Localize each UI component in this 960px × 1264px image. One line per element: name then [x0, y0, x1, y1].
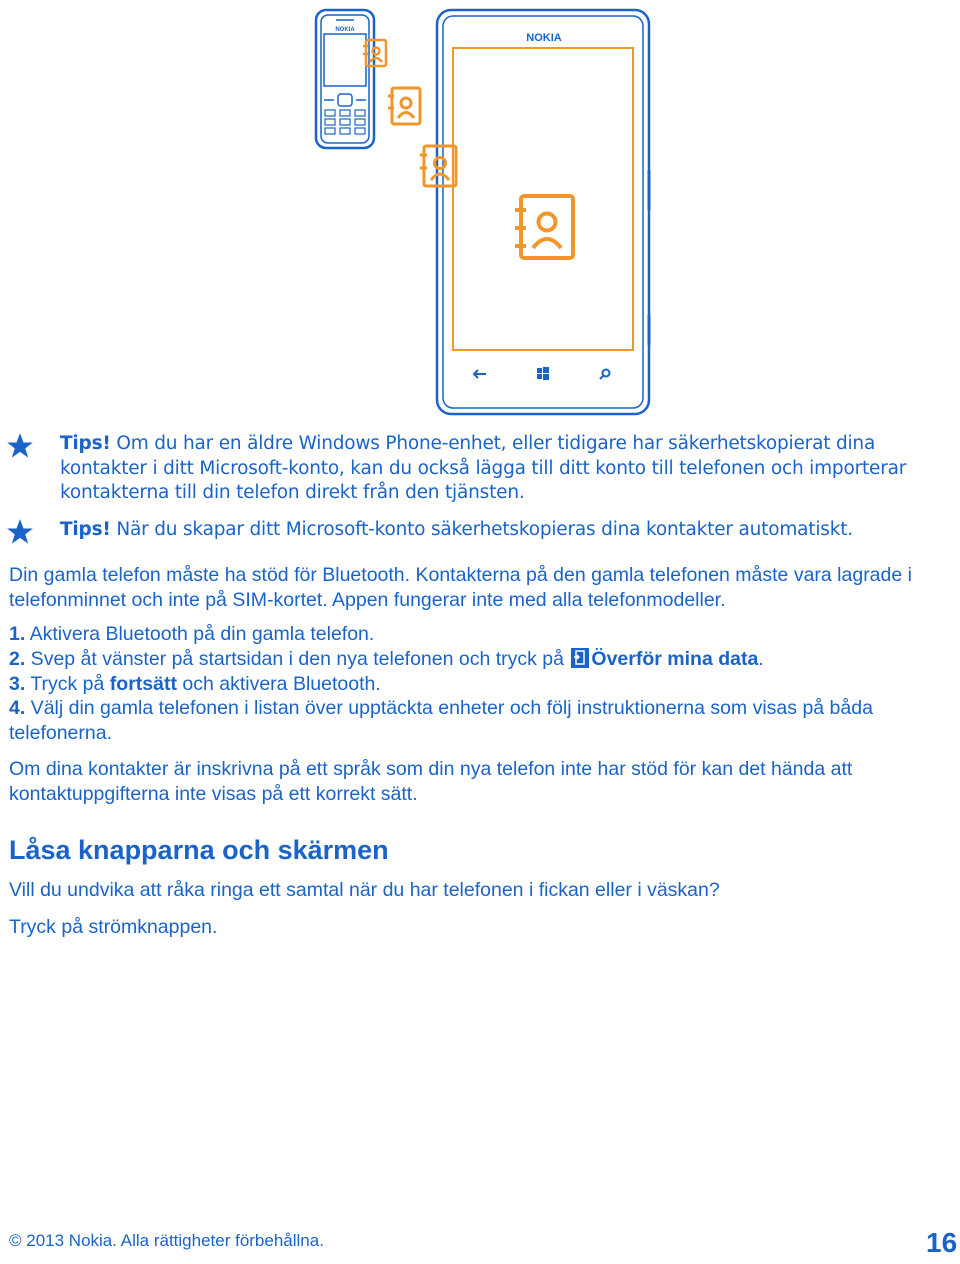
- step-text: Välj din gamla telefonen i listan över upptäckta enheter och följ instruktionerna som visas på båda telefonerna.: [9, 697, 873, 744]
- copyright: © 2013 Nokia. Alla rättigheter förbehållna.: [9, 1231, 324, 1250]
- step-3: [9, 672, 949, 697]
- transfer-app-icon: [571, 648, 589, 668]
- step-text: Tryck på: [25, 673, 110, 695]
- step-1: [9, 622, 949, 647]
- back-arrow-icon: [474, 370, 486, 378]
- section-heading: Låsa knapparna och skärmen: [9, 835, 389, 865]
- windows-start-icon: [537, 367, 549, 380]
- star-icon: [6, 518, 34, 546]
- tip-2: [60, 518, 950, 543]
- contacts-book-icon: [388, 88, 420, 124]
- new-phone: [437, 10, 649, 414]
- tip-label: Tips!: [60, 519, 111, 540]
- tip-body: När du skapar ditt Microsoft-konto säkerhetskopieras dina kontakter automatiskt.: [110, 519, 853, 540]
- step-text: Svep åt vänster på startsidan i den nya telefonen och tryck på: [25, 648, 570, 670]
- step-number: 3.: [9, 673, 26, 695]
- page-number: 16: [926, 1227, 958, 1258]
- language-note: Om dina kontakter är inskrivna på ett språk som din nya telefon inte har stöd för kan det hända att kontaktuppgifterna inte visas på ett korrekt sätt.: [9, 758, 853, 805]
- step-text-end: och aktivera Bluetooth.: [176, 673, 381, 695]
- tip-label: Tips!: [60, 433, 111, 454]
- step-4: [9, 696, 957, 745]
- step-number: 4.: [9, 697, 26, 719]
- step-number: 2.: [9, 648, 26, 670]
- step-text: Aktivera Bluetooth på din gamla telefon.: [25, 623, 375, 645]
- tip-1: [60, 432, 950, 506]
- tip-body: Om du har en äldre Windows Phone-enhet, eller tidigare har säkerhetskopierat dina kontakter i ditt Microsoft-konto, kan du också lägga till ditt konto till telefonen och importerar kontakterna till din telefon direkt från den tjänsten.: [60, 433, 907, 503]
- search-icon: [600, 370, 610, 380]
- transfer-data-link: Överför mina data: [591, 648, 759, 670]
- step-number: 1.: [9, 623, 26, 645]
- new-phone-brand: NOKIA: [526, 32, 562, 44]
- step-text-end: .: [758, 648, 764, 670]
- transfer-illustration: [300, 0, 660, 420]
- section-paragraph-1: Vill du undvika att råka ringa ett samtal när du har telefonen i fickan eller i väskan?: [9, 879, 720, 901]
- section-paragraph-2: Tryck på strömknappen.: [9, 916, 218, 938]
- continue-label: fortsätt: [109, 673, 177, 695]
- intro-paragraph: Din gamla telefon måste ha stöd för Bluetooth. Kontakterna på den gamla telefonen måste vara lagrade i telefonminnet och inte på SIM-kortet. Appen fungerar inte med alla telefonmodeller.: [9, 564, 912, 611]
- contacts-book-icon: [515, 196, 573, 258]
- old-phone-brand: NOKIA: [335, 27, 355, 33]
- star-icon: [6, 432, 34, 460]
- step-2: [9, 647, 959, 672]
